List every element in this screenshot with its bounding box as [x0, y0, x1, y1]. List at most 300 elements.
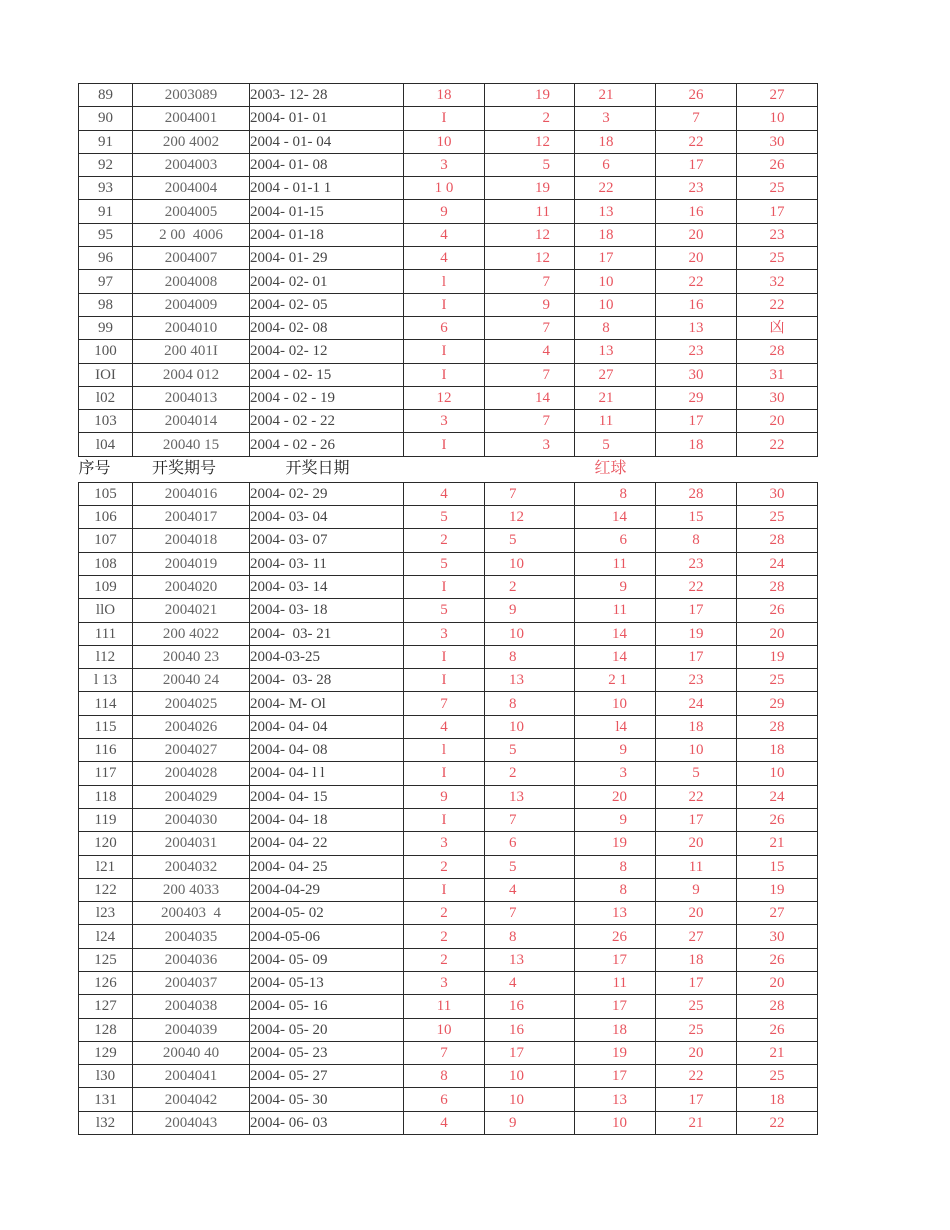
red-ball-4-cell: 20 — [656, 247, 737, 270]
red-ball-4-cell: 11 — [656, 855, 737, 878]
seq-cell: 100 — [79, 340, 133, 363]
table-row — [79, 340, 818, 363]
red-ball-1-cell: l — [404, 739, 485, 762]
red-ball-3-cell: l4 — [575, 715, 656, 738]
seq-cell: 105 — [79, 482, 133, 505]
red-ball-4-cell: 30 — [656, 363, 737, 386]
red-ball-4-cell: 18 — [656, 715, 737, 738]
red-ball-2-cell: 2 — [485, 575, 575, 598]
red-ball-5-cell: 26 — [737, 1018, 818, 1041]
red-ball-3-cell — [575, 316, 656, 339]
date-cell: 2004- 04- 15 — [250, 785, 404, 808]
seq-cell: l30 — [79, 1065, 133, 1088]
date-cell: 2004- 01-18 — [250, 223, 404, 246]
table-row — [79, 1018, 818, 1041]
red-ball-4-cell: 21 — [656, 1111, 737, 1134]
seq-cell: 95 — [79, 223, 133, 246]
red-ball-5-cell: 18 — [737, 739, 818, 762]
seq-cell: 99 — [79, 316, 133, 339]
table-row — [79, 293, 818, 316]
issue-cell: 2004009 — [133, 293, 250, 316]
red-ball-5-cell: 21 — [737, 832, 818, 855]
date-cell: 2004- 02- 05 — [250, 293, 404, 316]
red-ball-2-cell: 19 — [485, 84, 575, 107]
red-ball-2-cell: 17 — [485, 1041, 575, 1064]
issue-cell: 2004030 — [133, 808, 250, 831]
red-ball-1-cell: 8 — [404, 1065, 485, 1088]
date-cell: 2004- M- Ol — [250, 692, 404, 715]
table-row — [79, 529, 818, 552]
red-ball-2-cell: 12 — [485, 506, 575, 529]
red-ball-3-cell: 9 — [575, 808, 656, 831]
red-ball-5-cell: 28 — [737, 995, 818, 1018]
seq-cell: 119 — [79, 808, 133, 831]
red-ball-3-cell — [575, 270, 656, 293]
red-ball-1-cell: 3 — [404, 410, 485, 433]
table-row — [79, 715, 818, 738]
issue-cell: 2004004 — [133, 177, 250, 200]
issue-cell: 2004043 — [133, 1111, 250, 1134]
date-cell: 2004- 04- 18 — [250, 808, 404, 831]
seq-cell: 118 — [79, 785, 133, 808]
red-ball-2-cell: 6 — [485, 832, 575, 855]
red-ball-3-cell — [575, 340, 656, 363]
red-ball-5-cell: 26 — [737, 153, 818, 176]
seq-cell: l02 — [79, 386, 133, 409]
red-ball-2-cell: 10 — [485, 552, 575, 575]
red-ball-5-cell: 25 — [737, 506, 818, 529]
issue-cell: 2004008 — [133, 270, 250, 293]
issue-cell: 2004020 — [133, 575, 250, 598]
lower-results-block — [79, 482, 818, 1134]
red-ball-2-cell: 7 — [485, 363, 575, 386]
red-ball-2-cell: 8 — [485, 692, 575, 715]
red-ball-1-cell: 4 — [404, 482, 485, 505]
red-ball-4-cell: 18 — [656, 948, 737, 971]
red-ball-1-cell: 5 — [404, 552, 485, 575]
red-ball-5-cell: 26 — [737, 599, 818, 622]
red-ball-1-cell: 7 — [404, 692, 485, 715]
issue-cell: 2004010 — [133, 316, 250, 339]
red-ball-3-cell: 14 — [575, 506, 656, 529]
issue-cell: 2004003 — [133, 153, 250, 176]
issue-cell: 2004035 — [133, 925, 250, 948]
table-row — [79, 878, 818, 901]
red-ball-5-cell: 22 — [737, 1111, 818, 1134]
table-row — [79, 575, 818, 598]
seq-cell: l23 — [79, 902, 133, 925]
red-ball-5-cell: 27 — [737, 84, 818, 107]
red-ball-1-cell: 3 — [404, 832, 485, 855]
seq-cell: l24 — [79, 925, 133, 948]
date-cell: 2004- 05- 27 — [250, 1065, 404, 1088]
red-ball-5-cell: 31 — [737, 363, 818, 386]
red-ball-2-cell: 10 — [485, 1065, 575, 1088]
issue-cell: 2004042 — [133, 1088, 250, 1111]
red-ball-4-cell: 17 — [656, 599, 737, 622]
red-ball-5-cell: 18 — [737, 1088, 818, 1111]
red-ball-2-cell: 9 — [485, 1111, 575, 1134]
seq-cell: 125 — [79, 948, 133, 971]
table-row — [79, 599, 818, 622]
red-ball-3-cell: 8 — [575, 878, 656, 901]
seq-cell: 97 — [79, 270, 133, 293]
red-ball-5-cell: 20 — [737, 971, 818, 994]
date-cell: 2004- 02- 29 — [250, 482, 404, 505]
red-ball-1-cell: 9 — [404, 785, 485, 808]
red-ball-3-cell — [575, 200, 656, 223]
red-ball-3-cell — [575, 84, 656, 107]
red-ball-3-cell: 13 — [575, 902, 656, 925]
red-ball-1-cell: 2 — [404, 902, 485, 925]
red-ball-1-cell: I — [404, 340, 485, 363]
red-ball-value: 22 — [598, 180, 614, 197]
red-ball-5-cell: 22 — [737, 293, 818, 316]
issue-cell: 2004021 — [133, 599, 250, 622]
date-cell: 2004- 03- 18 — [250, 599, 404, 622]
red-ball-4-cell: 17 — [656, 153, 737, 176]
issue-cell: 2 00 4006 — [133, 223, 250, 246]
date-cell: 2004 - 02 - 19 — [250, 386, 404, 409]
lottery-results-table — [78, 83, 818, 1135]
red-ball-5-cell: 23 — [737, 223, 818, 246]
issue-cell: 200403 4 — [133, 902, 250, 925]
red-ball-3-cell: 6 — [575, 529, 656, 552]
red-ball-5-cell: 24 — [737, 552, 818, 575]
issue-cell: 2004 012 — [133, 363, 250, 386]
red-ball-4-cell: 17 — [656, 971, 737, 994]
red-ball-1-cell: 5 — [404, 506, 485, 529]
red-ball-4-cell: 22 — [656, 1065, 737, 1088]
red-ball-2-cell: 2 — [485, 762, 575, 785]
red-ball-5-cell: 10 — [737, 762, 818, 785]
seq-cell: 103 — [79, 410, 133, 433]
red-ball-4-cell: 29 — [656, 386, 737, 409]
red-ball-1-cell: I — [404, 762, 485, 785]
date-cell: 2004 - 01-1 1 — [250, 177, 404, 200]
red-ball-4-cell: 23 — [656, 669, 737, 692]
red-ball-1-cell: l — [404, 270, 485, 293]
red-ball-value: 13 — [598, 203, 614, 220]
red-ball-5-cell: 27 — [737, 902, 818, 925]
red-ball-value: 8 — [602, 320, 610, 337]
red-ball-4-cell: 24 — [656, 692, 737, 715]
red-ball-1-cell: I — [404, 575, 485, 598]
red-ball-3-cell: 11 — [575, 552, 656, 575]
red-ball-4-cell: 25 — [656, 1018, 737, 1041]
seq-cell: l12 — [79, 645, 133, 668]
seq-cell: IOI — [79, 363, 133, 386]
date-cell: 2004-05-06 — [250, 925, 404, 948]
seq-cell: 126 — [79, 971, 133, 994]
red-ball-2-cell: 10 — [485, 1088, 575, 1111]
seq-cell: 93 — [79, 177, 133, 200]
table-row — [79, 386, 818, 409]
upper-results-block — [79, 84, 818, 457]
table-row — [79, 925, 818, 948]
red-ball-2-cell: 5 — [485, 153, 575, 176]
red-ball-4-cell: 17 — [656, 1088, 737, 1111]
table-row — [79, 1065, 818, 1088]
date-header: 开奖日期 — [250, 456, 404, 482]
issue-cell: 200 401I — [133, 340, 250, 363]
issue-cell: 2004029 — [133, 785, 250, 808]
date-cell: 2004-03-25 — [250, 645, 404, 668]
red-ball-value: 13 — [598, 343, 614, 360]
red-ball-1-cell: 6 — [404, 1088, 485, 1111]
table-row — [79, 223, 818, 246]
red-ball-value: 21 — [598, 390, 614, 406]
red-ball-1-cell: 5 — [404, 599, 485, 622]
date-cell: 2004- 03- 07 — [250, 529, 404, 552]
seq-cell: 117 — [79, 762, 133, 785]
red-ball-3-cell: 9 — [575, 739, 656, 762]
red-ball-4-cell: 23 — [656, 340, 737, 363]
seq-cell: 111 — [79, 622, 133, 645]
red-ball-4-cell: 19 — [656, 622, 737, 645]
red-ball-2-cell: 2 — [485, 107, 575, 130]
red-ball-1-cell: I — [404, 645, 485, 668]
red-ball-5-cell: 28 — [737, 340, 818, 363]
red-ball-1-cell: 9 — [404, 200, 485, 223]
seq-cell: 129 — [79, 1041, 133, 1064]
red-ball-5-cell: 32 — [737, 270, 818, 293]
issue-cell: 2004032 — [133, 855, 250, 878]
table-row — [79, 107, 818, 130]
red-ball-2-cell: 7 — [485, 482, 575, 505]
table-row — [79, 739, 818, 762]
issue-cell: 2004014 — [133, 410, 250, 433]
red-ball-3-cell — [575, 433, 656, 456]
table-row — [79, 552, 818, 575]
seq-cell: l04 — [79, 433, 133, 456]
red-ball-1-cell: 7 — [404, 1041, 485, 1064]
red-ball-2-cell: 8 — [485, 925, 575, 948]
red-ball-4-cell: 17 — [656, 410, 737, 433]
seq-cell: 92 — [79, 153, 133, 176]
red-ball-3-cell: 17 — [575, 995, 656, 1018]
header-row — [79, 456, 818, 482]
red-ball-1-cell: I — [404, 808, 485, 831]
table-row — [79, 785, 818, 808]
red-ball-1-cell: 10 — [404, 1018, 485, 1041]
seq-cell: l32 — [79, 1111, 133, 1134]
seq-cell: l 13 — [79, 669, 133, 692]
red-ball-2-cell: 13 — [485, 669, 575, 692]
table-row — [79, 482, 818, 505]
table-row — [79, 130, 818, 153]
issue-cell: 2003089 — [133, 84, 250, 107]
date-cell: 2004 - 02 - 22 — [250, 410, 404, 433]
seq-cell: 122 — [79, 878, 133, 901]
date-cell: 2004- 04- l l — [250, 762, 404, 785]
table-row — [79, 1111, 818, 1134]
issue-cell: 2004001 — [133, 107, 250, 130]
red-ball-2-cell: 7 — [485, 316, 575, 339]
date-cell: 2004-05- 02 — [250, 902, 404, 925]
red-ball-4-cell: 15 — [656, 506, 737, 529]
date-cell: 2004- 04- 04 — [250, 715, 404, 738]
red-ball-1-cell: 4 — [404, 715, 485, 738]
red-ball-4-cell: 22 — [656, 270, 737, 293]
table-row — [79, 247, 818, 270]
red-ball-1-cell: 2 — [404, 855, 485, 878]
red-ball-3-cell: 14 — [575, 645, 656, 668]
issue-cell: 2004041 — [133, 1065, 250, 1088]
date-cell: 2004- 05- 30 — [250, 1088, 404, 1111]
date-cell: 2004 - 02- 15 — [250, 363, 404, 386]
seq-cell: 128 — [79, 1018, 133, 1041]
red-ball-2-cell: 8 — [485, 645, 575, 668]
red-ball-3-cell — [575, 247, 656, 270]
red-ball-value: 21 — [598, 87, 614, 104]
table-row — [79, 995, 818, 1018]
red-ball-3-cell: 11 — [575, 971, 656, 994]
red-ball-2-cell: 10 — [485, 622, 575, 645]
red-ball-3-cell: 26 — [575, 925, 656, 948]
red-ball-1-cell: 10 — [404, 130, 485, 153]
red-ball-5-cell: 24 — [737, 785, 818, 808]
date-cell: 2004- 03- 04 — [250, 506, 404, 529]
red-ball-1-cell: 4 — [404, 1111, 485, 1134]
red-ball-2-cell: 12 — [485, 130, 575, 153]
red-ball-2-cell: 9 — [485, 599, 575, 622]
date-cell: 2004- 03- 14 — [250, 575, 404, 598]
table-row — [79, 808, 818, 831]
red-ball-5-cell: 30 — [737, 925, 818, 948]
red-ball-2-cell: 16 — [485, 1018, 575, 1041]
issue-cell: 200 4022 — [133, 622, 250, 645]
seq-cell: 98 — [79, 293, 133, 316]
date-cell: 2004- 05- 09 — [250, 948, 404, 971]
seq-cell: 115 — [79, 715, 133, 738]
red-ball-value: 27 — [598, 366, 614, 383]
red-ball-4-cell: 22 — [656, 785, 737, 808]
seq-header: 序号 — [79, 456, 133, 482]
red-ball-4-cell: 10 — [656, 739, 737, 762]
red-ball-1-cell: 12 — [404, 386, 485, 409]
red-ball-2-cell: 4 — [485, 340, 575, 363]
red-ball-3-cell — [575, 153, 656, 176]
date-cell: 2004-04-29 — [250, 878, 404, 901]
red-ball-4-cell: 9 — [656, 878, 737, 901]
red-ball-value: 17 — [598, 250, 614, 267]
issue-cell: 20040 24 — [133, 669, 250, 692]
table-row — [79, 902, 818, 925]
red-ball-4-cell: 23 — [656, 177, 737, 200]
red-ball-4-cell: 13 — [656, 316, 737, 339]
issue-header: 开奖期号 — [133, 456, 250, 482]
seq-cell: 91 — [79, 130, 133, 153]
date-cell: 2004- 01- 01 — [250, 107, 404, 130]
red-ball-2-cell: 4 — [485, 971, 575, 994]
red-ball-2-cell: 7 — [485, 902, 575, 925]
seq-cell: 109 — [79, 575, 133, 598]
issue-cell: 2004025 — [133, 692, 250, 715]
red-ball-3-cell — [575, 130, 656, 153]
issue-cell: 2004036 — [133, 948, 250, 971]
red-ball-3-cell: 8 — [575, 482, 656, 505]
red-ball-4-cell: 17 — [656, 645, 737, 668]
issue-cell: 2004027 — [133, 739, 250, 762]
red-ball-2-cell: 14 — [485, 386, 575, 409]
red-ball-4-cell: 5 — [656, 762, 737, 785]
red-ball-1-cell: I — [404, 878, 485, 901]
table-row — [79, 692, 818, 715]
date-cell: 2004- 03- 21 — [250, 622, 404, 645]
red-ball-value: 10 — [598, 296, 614, 313]
issue-cell: 2004018 — [133, 529, 250, 552]
date-cell: 2004- 05- 20 — [250, 1018, 404, 1041]
seq-cell: 116 — [79, 739, 133, 762]
red-ball-3-cell: 10 — [575, 1111, 656, 1134]
red-ball-3-cell: 3 — [575, 762, 656, 785]
date-cell: 2004- 02- 12 — [250, 340, 404, 363]
seq-cell: 106 — [79, 506, 133, 529]
red-ball-5-cell: 28 — [737, 575, 818, 598]
red-ball-5-cell: 19 — [737, 645, 818, 668]
red-ball-1-cell: I — [404, 363, 485, 386]
date-cell: 2004- 04- 08 — [250, 739, 404, 762]
table-row — [79, 433, 818, 456]
issue-cell: 20040 15 — [133, 433, 250, 456]
red-ball-5-cell: 22 — [737, 433, 818, 456]
table-row — [79, 270, 818, 293]
red-ball-4-cell: 18 — [656, 433, 737, 456]
table-row — [79, 363, 818, 386]
issue-cell: 20040 23 — [133, 645, 250, 668]
red-ball-2-cell: 19 — [485, 177, 575, 200]
date-cell: 2004- 04- 25 — [250, 855, 404, 878]
red-ball-4-cell: 20 — [656, 902, 737, 925]
date-cell: 2004 - 02 - 26 — [250, 433, 404, 456]
table-row — [79, 316, 818, 339]
table-row — [79, 832, 818, 855]
red-ball-2-cell: 5 — [485, 855, 575, 878]
date-cell: 2004- 01-15 — [250, 200, 404, 223]
red-ball-5-cell: 凶 — [737, 316, 818, 339]
seq-cell: 89 — [79, 84, 133, 107]
red-ball-5-cell: 17 — [737, 200, 818, 223]
seq-cell: 108 — [79, 552, 133, 575]
red-ball-1-cell: 11 — [404, 995, 485, 1018]
table-row — [79, 177, 818, 200]
issue-cell: 2004016 — [133, 482, 250, 505]
issue-cell: 2004039 — [133, 1018, 250, 1041]
issue-cell: 2004037 — [133, 971, 250, 994]
date-cell: 2004- 01- 08 — [250, 153, 404, 176]
seq-cell: 96 — [79, 247, 133, 270]
red-ball-5-cell: 26 — [737, 948, 818, 971]
red-ball-4-cell: 8 — [656, 529, 737, 552]
red-ball-2-cell: 10 — [485, 715, 575, 738]
seq-cell: 91 — [79, 200, 133, 223]
red-ball-2-cell: 5 — [485, 739, 575, 762]
table-row — [79, 1041, 818, 1064]
red-ball-4-cell: 20 — [656, 832, 737, 855]
seq-cell: l21 — [79, 855, 133, 878]
issue-cell: 2004007 — [133, 247, 250, 270]
table-row — [79, 669, 818, 692]
red-ball-value: 11 — [598, 413, 614, 430]
red-ball-2-cell: 5 — [485, 529, 575, 552]
issue-cell: 20040 40 — [133, 1041, 250, 1064]
red-ball-4-cell: 20 — [656, 223, 737, 246]
red-ball-header: 红球 — [404, 456, 818, 482]
red-ball-5-cell: 30 — [737, 386, 818, 409]
red-ball-3-cell: 9 — [575, 575, 656, 598]
red-ball-3-cell — [575, 363, 656, 386]
